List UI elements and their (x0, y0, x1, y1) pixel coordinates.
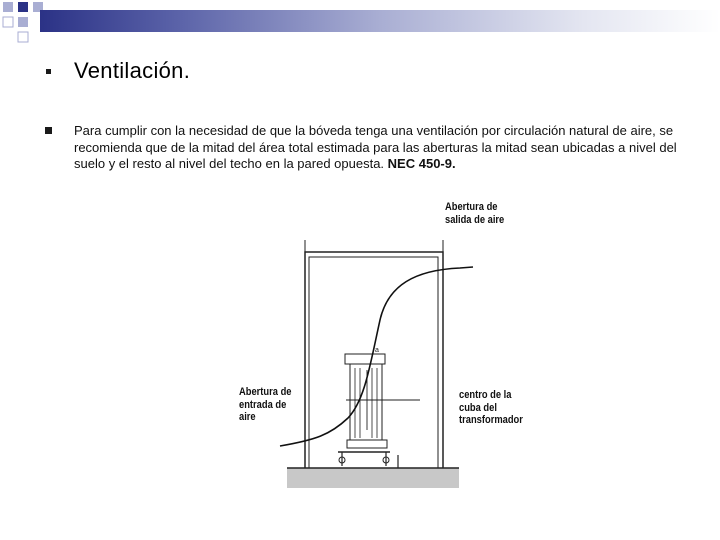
header-gradient-bar (40, 10, 720, 32)
outlet-label-line: Abertura de (445, 201, 498, 213)
inlet-label-line: Abertura de (239, 386, 292, 398)
inlet-label-line: aire (239, 411, 256, 423)
svg-text:a: a (375, 347, 379, 354)
inlet-label (239, 386, 291, 424)
center-label (459, 389, 523, 427)
slide-heading: Ventilación. (74, 58, 191, 83)
center-label-line: centro de la (459, 389, 512, 401)
bullet-marker (46, 69, 51, 74)
body-paragraph (74, 123, 684, 173)
transformer-top (345, 354, 385, 364)
vault-illustration (230, 190, 540, 490)
center-label-line: cuba del (459, 401, 497, 414)
outlet-label (445, 201, 504, 226)
ventilation-diagram (230, 190, 540, 490)
floor-slab (287, 468, 459, 488)
outlet-label-line: salida de aire (445, 213, 505, 226)
inlet-label-line: entrada de (239, 398, 287, 411)
center-label-line: transformador (459, 414, 523, 426)
paragraph-reference: NEC 450-9. (387, 156, 456, 171)
paragraph-text: Para cumplir con la necesidad de que la bóveda tenga una ventilación por circulación natural de aire, se recomienda que de la mitad del área total estimada para las aberturas la mitad sean ubicadas a nivel del suelo y el resto al nivel del techo en la pared opuesta. (74, 123, 677, 171)
bullet-marker (45, 127, 52, 134)
